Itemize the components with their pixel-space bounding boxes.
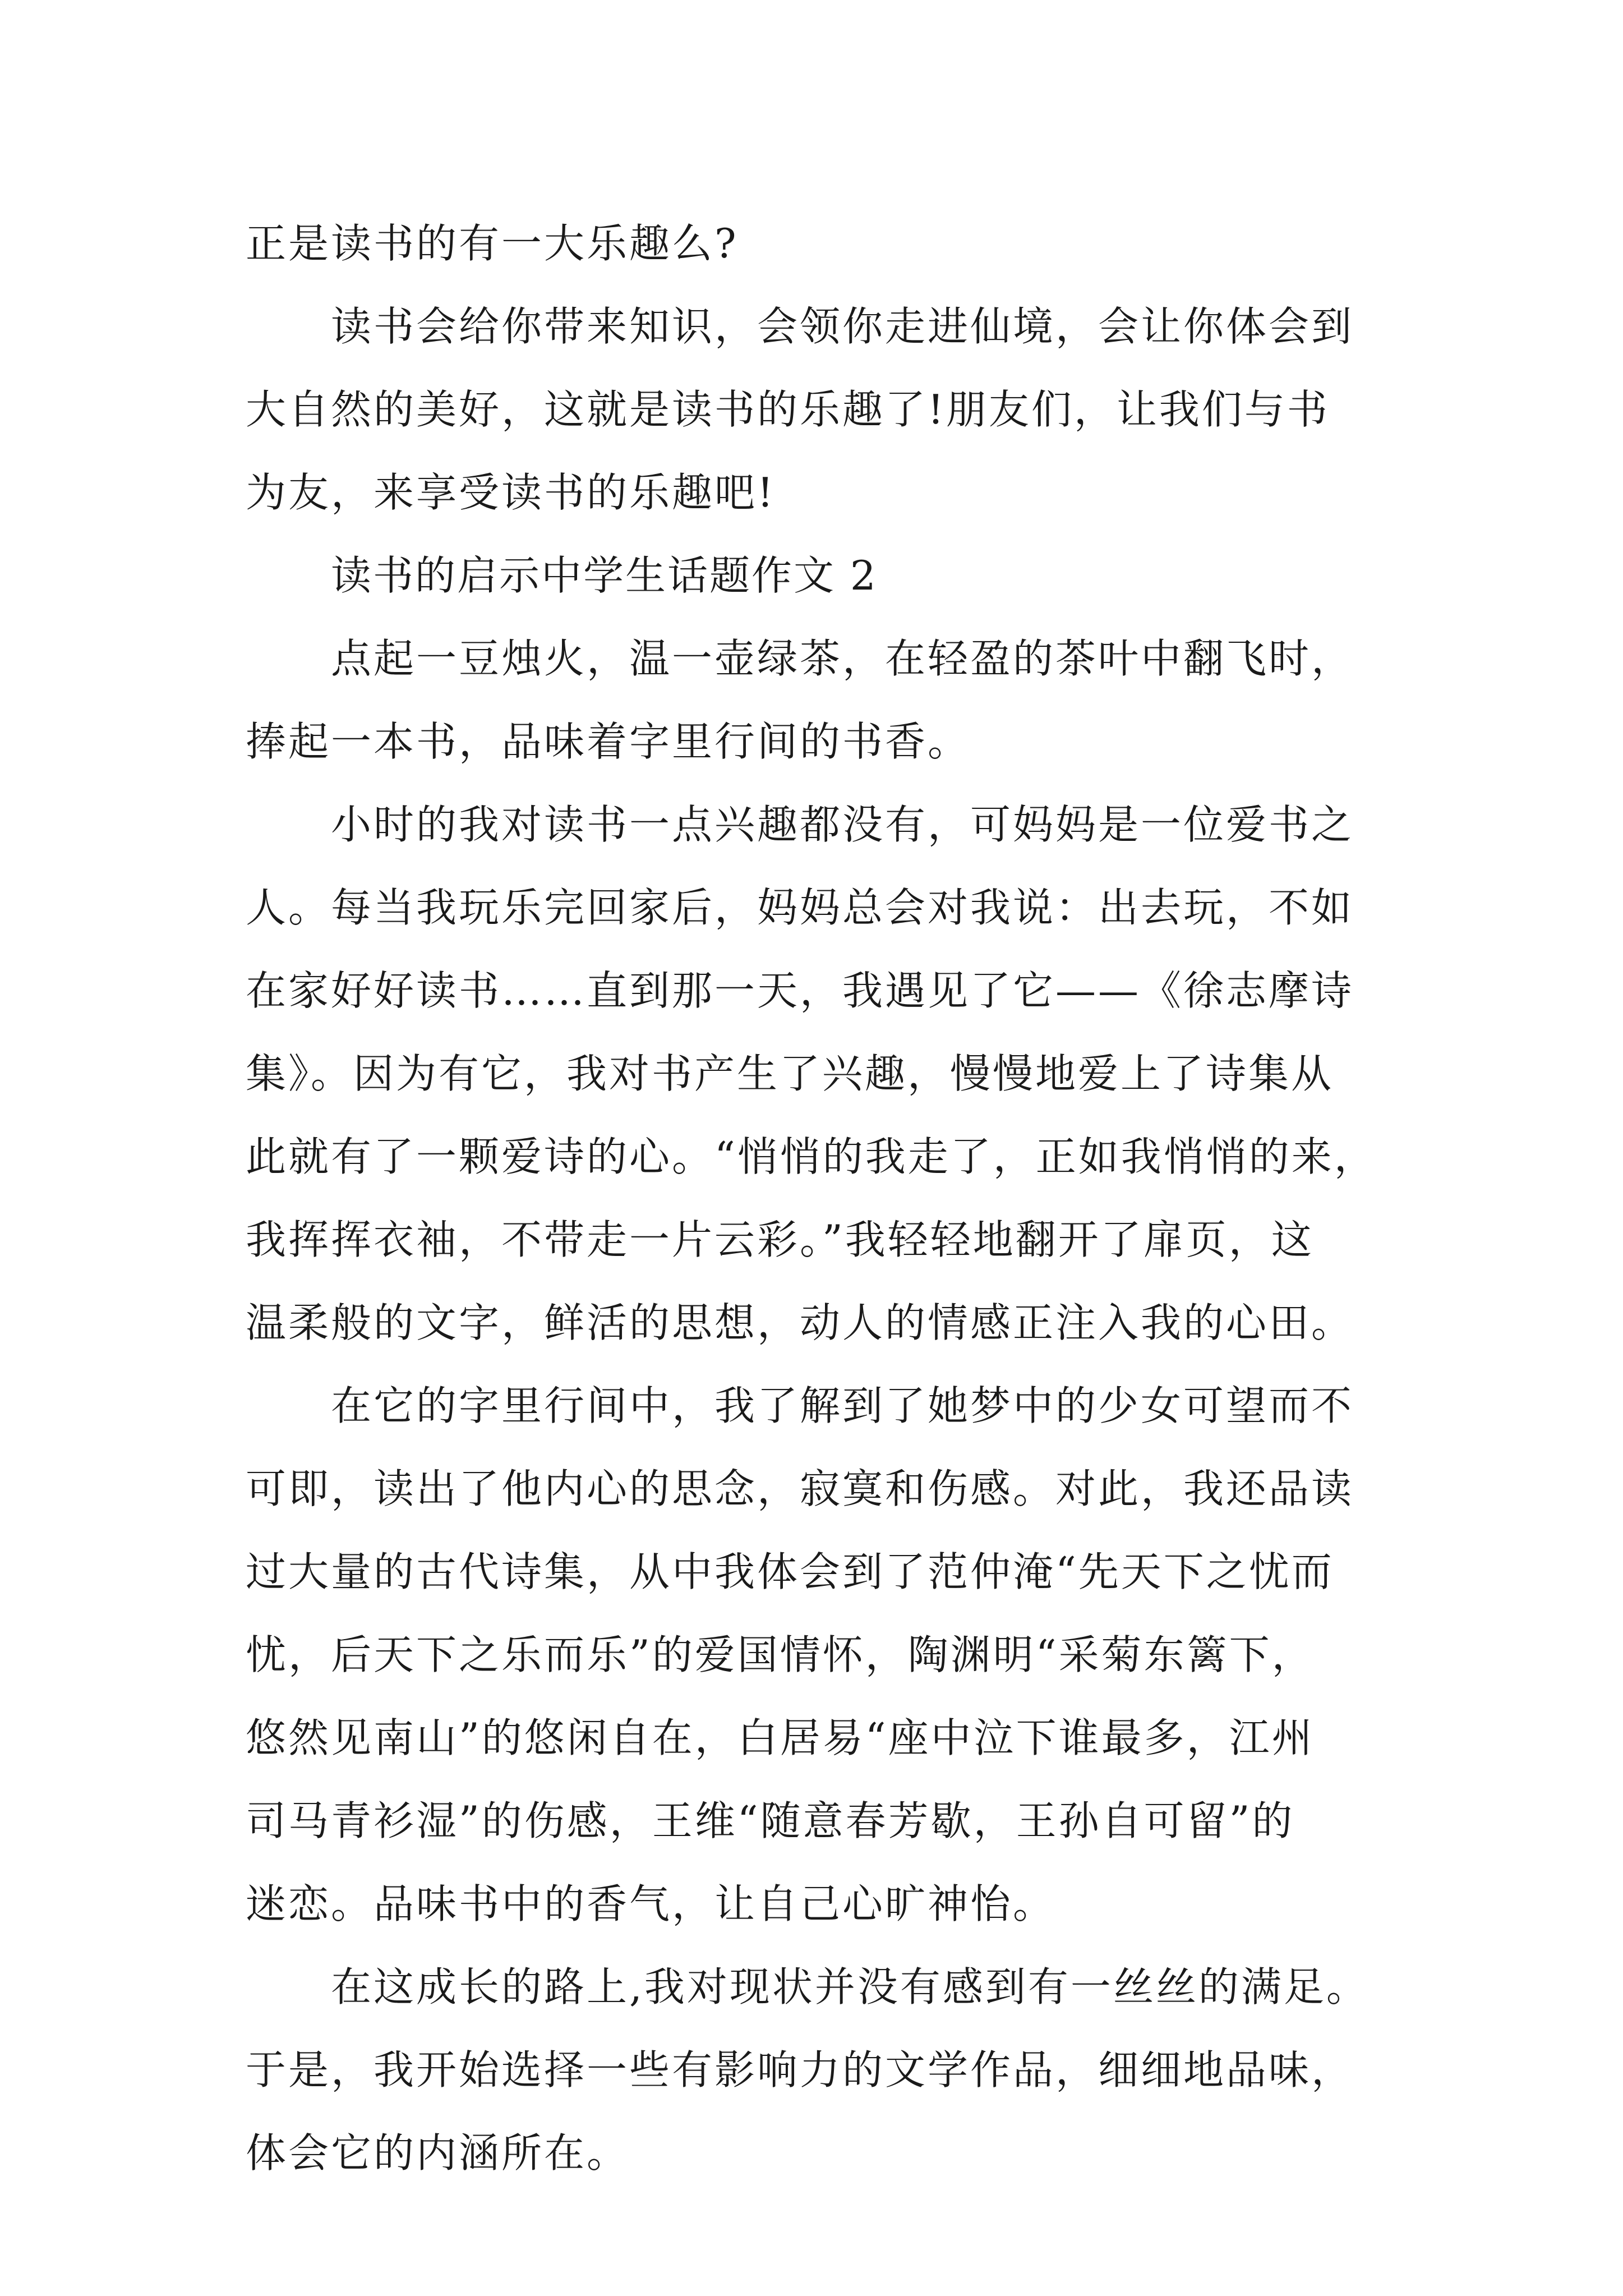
text-line: 可即，读出了他内心的思念，寂寞和伤感。对此，我还品读	[246, 1465, 1354, 1512]
paragraph-start-line: 在这成长的路上,我对现状并没有感到有一丝丝的满足。	[331, 1963, 1369, 2010]
text-line: 在家好好读书……直到那一天，我遇见了它——《徐志摩诗	[246, 967, 1354, 1014]
paragraph-start-line: 读书会给你带来知识，会领你走进仙境，会让你体会到	[331, 303, 1354, 350]
paragraph-start-line: 点起一豆烛火，温一壶绿茶，在轻盈的茶叶中翻飞时，	[331, 635, 1354, 682]
text-line: 忧，后天下之乐而乐”的爱国情怀，陶渊明“采菊东篱下，	[246, 1631, 1315, 1678]
section-heading: 读书的启示中学生话题作文 2	[331, 552, 878, 599]
text-line: 过大量的古代诗集，从中我体会到了范仲淹“先天下之忧而	[246, 1548, 1334, 1595]
text-line: 人。每当我玩乐完回家后，妈妈总会对我说：出去玩，不如	[246, 884, 1354, 931]
paragraph-start-line: 小时的我对读书一点兴趣都没有，可妈妈是一位爱书之	[331, 801, 1354, 848]
text-line: 集》。因为有它，我对书产生了兴趣，慢慢地爱上了诗集从	[246, 1050, 1334, 1097]
text-line: 司马青衫湿”的伤感，王维“随意春芳歇，王孙自可留”的	[246, 1797, 1295, 1844]
text-line: 悠然见南山”的悠闲自在，白居易“座中泣下谁最多，江州	[246, 1714, 1315, 1761]
text-line: 为友，来享受读书的乐趣吧!	[246, 469, 776, 516]
text-line: 我挥挥衣袖，不带走一片云彩。”我轻轻地翻开了扉页，这	[246, 1216, 1314, 1263]
text-line: 迷恋。品味书中的香气，让自己心旷神怡。	[246, 1880, 1056, 1927]
text-line: 此就有了一颗爱诗的心。“悄悄的我走了，正如我悄悄的来，	[246, 1133, 1377, 1180]
text-line: 正是读书的有一大乐趣么?	[246, 220, 739, 267]
text-line: 于是，我开始选择一些有影响力的文学作品，细细地品味，	[246, 2046, 1354, 2093]
text-line: 大自然的美好，这就是读书的乐趣了!朋友们，让我们与书	[246, 386, 1330, 433]
text-line: 温柔般的文字，鲜活的思想，动人的情感正注入我的心田。	[246, 1299, 1354, 1346]
document-body	[246, 202, 1390, 2194]
text-line: 体会它的内涵所在。	[246, 2129, 630, 2177]
text-line: 捧起一本书，品味着字里行间的书香。	[246, 718, 971, 765]
paragraph-start-line: 在它的字里行间中，我了解到了她梦中的少女可望而不	[331, 1382, 1354, 1429]
